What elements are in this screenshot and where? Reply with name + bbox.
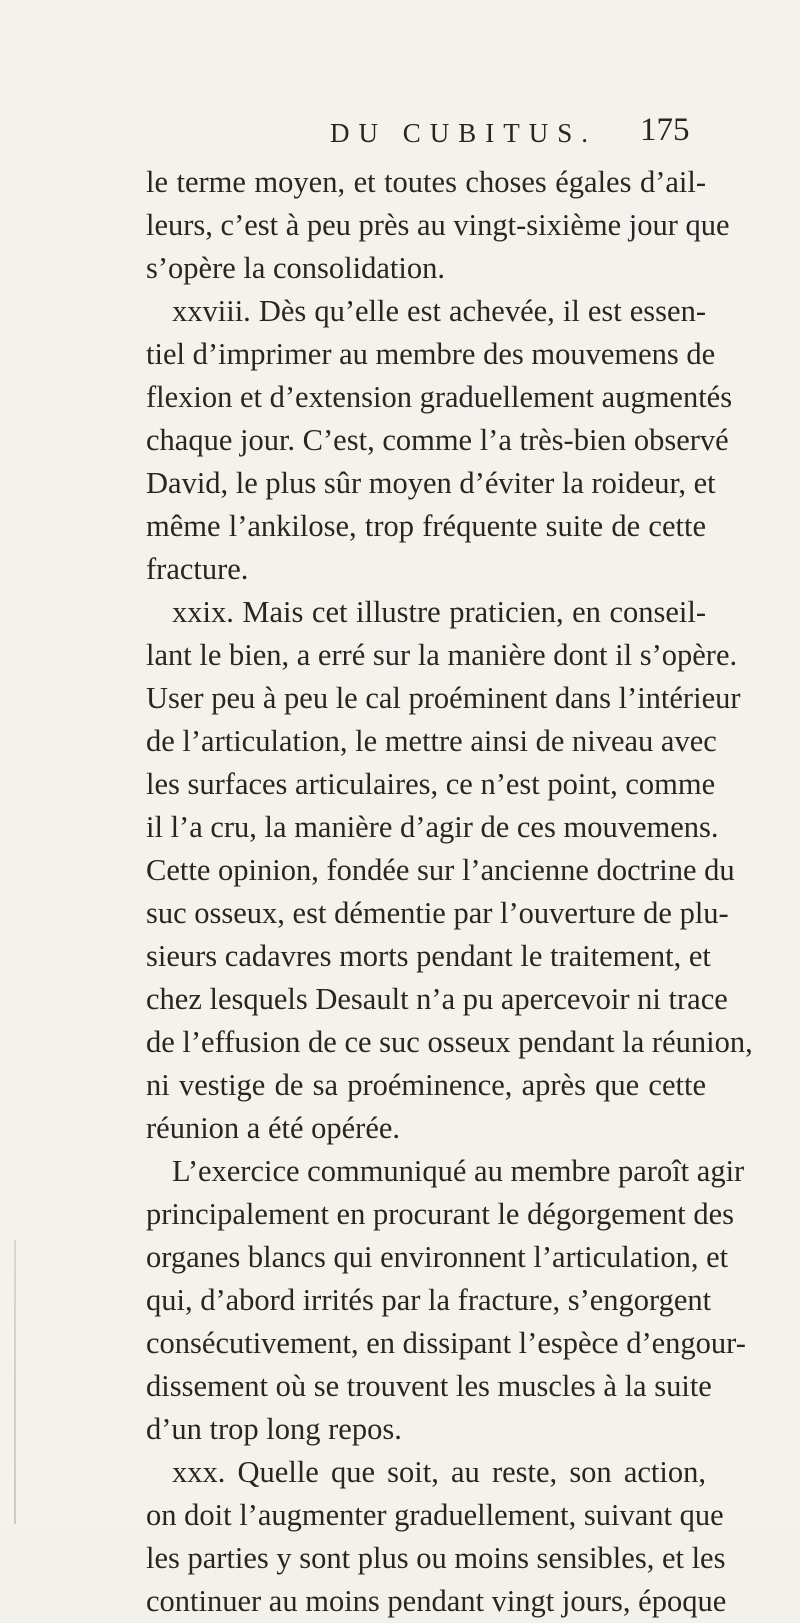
text-line: xxviii. Dès qu’elle est achevée, il est essen- [172,294,706,328]
text-line: suc osseux, est démentie par l’ouverture de plu- [146,896,729,930]
text-line: organes blancs qui environnent l’articulation, et [146,1240,729,1274]
text-line: consécutivement, en dissipant l’espèce d’engour- [146,1326,746,1360]
text-line: de l’articulation, le mettre ainsi de niveau avec [146,724,717,758]
text-line: fracture. [146,552,249,586]
text-line: les surfaces articulaires, ce n’est point, comme [146,767,716,801]
text-line: réunion a été opérée. [146,1111,401,1145]
text-line: chaque jour. C’est, comme l’a très-bien observé [146,423,729,457]
text-line: chez lesquels Desault n’a pu apercevoir ni trace [146,982,728,1016]
text-line: xxix. Mais cet illustre praticien, en conseil- [172,595,706,629]
text-line: lant le bien, a erré sur la manière dont il s’opère. [146,638,738,672]
text-line: même l’ankilose, trop fréquente suite de cette [146,509,706,543]
text-line: principalement en procurant le dégorgement des [146,1197,735,1231]
text-line: le terme moyen, et toutes choses égales d’ail- [146,165,706,199]
running-title: DU CUBITUS. [330,118,598,148]
body-text [146,161,753,1623]
text-line: dissement où se trouvent les muscles à la suite [146,1369,712,1403]
text-line: sieurs cadavres morts pendant le traitement, et [146,939,711,973]
text-line: L’exercice communiqué au membre paroît agir [172,1154,745,1188]
page-number: 175 [640,112,690,148]
page-edge-line [14,1240,16,1524]
text-line: tiel d’imprimer au membre des mouvemens de [146,337,716,371]
text-line: David, le plus sûr moyen d’éviter la roideur, et [146,466,716,500]
text-line: continuer au moins pendant vingt jours, époque [146,1584,727,1618]
text-line: de l’effusion de ce suc osseux pendant la réunion, [146,1025,753,1059]
text-line: on doit l’augmenter graduellement, suivant que [146,1498,724,1532]
text-line: User peu à peu le cal proéminent dans l’intérieur [146,681,741,715]
text-line: Cette opinion, fondée sur l’ancienne doctrine du [146,853,735,887]
text-line: qui, d’abord irrités par la fracture, s’engorgent [146,1283,712,1317]
text-line: leurs, c’est à peu près au vingt-sixième jour que [146,208,730,242]
text-line: ni vestige de sa proéminence, après que cette [146,1068,706,1102]
text-line: xxx. Quelle que soit, au reste, son action, [172,1455,706,1489]
text-line: d’un trop long repos. [146,1412,402,1446]
text-line: les parties y sont plus ou moins sensibles, et les [146,1541,726,1575]
text-line: s’opère la consolidation. [146,251,445,285]
text-line: il l’a cru, la manière d’agir de ces mouvemens. [146,810,719,844]
text-line: flexion et d’extension graduellement augmentés [146,380,733,414]
